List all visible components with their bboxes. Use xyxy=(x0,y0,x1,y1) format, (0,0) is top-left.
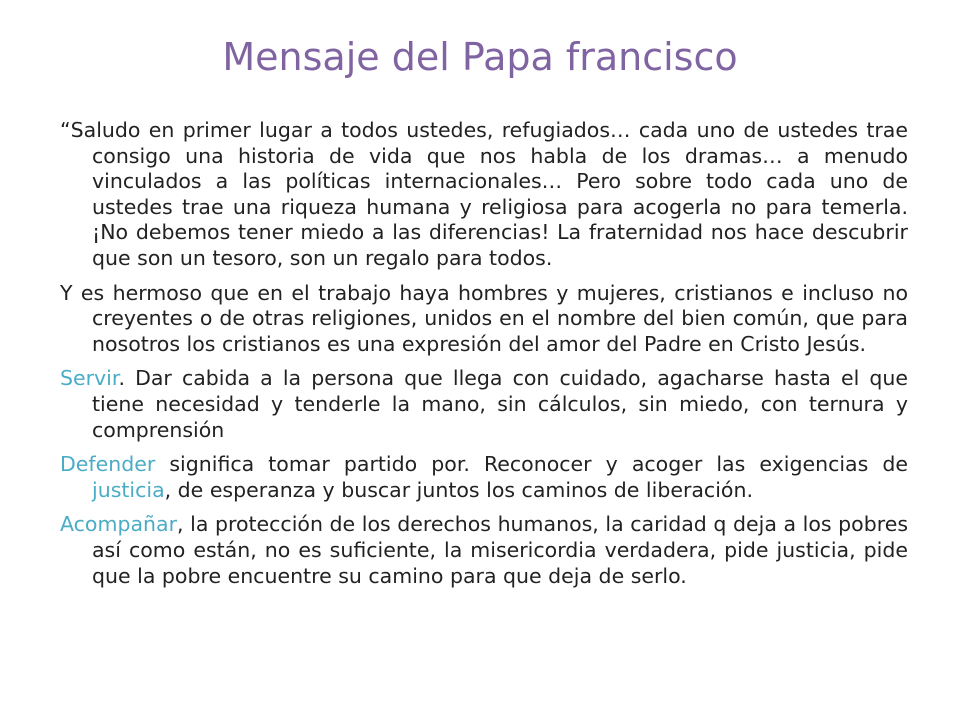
paragraph-acompanar-text: , la protección de los derechos humanos, la caridad q deja a los pobres así como están, no es suficiente, la misericordia verdadera, pide justicia, pide que la pobre encuentre su camino para que deja de serlo. xyxy=(92,512,908,588)
keyword-justicia: justicia xyxy=(92,477,165,502)
paragraph-saludo: “Saludo en primer lugar a todos ustedes, refugiados… cada uno de ustedes trae consigo una historia de vida que nos habla de los dramas… a menudo vinculados a las políticas internacionales… Pero sobre todo cada uno de ustedes trae una riqueza humana y religiosa para acogerla no para temerla. ¡No debemos tener miedo a las diferencias! La fraternidad nos hace descubrir que son un tesoro, son un regalo para todos. xyxy=(60,118,908,270)
paragraph-acompanar xyxy=(60,512,908,589)
paragraph-defender xyxy=(60,452,908,503)
keyword-defender: Defender xyxy=(60,452,156,477)
keyword-acompanar: Acompañar xyxy=(60,512,178,537)
slide-body xyxy=(60,118,908,598)
paragraph-servir-text: . Dar cabida a la persona que llega con cuidado, agacharse hasta el que tiene necesidad y tenderle la mano, sin cálculos, sin miedo, con ternura y comprensión xyxy=(92,366,908,442)
paragraph-defender-text: significa tomar partido por. Reconocer y acoger las exigencias de xyxy=(155,452,908,477)
paragraph-defender-text-end: , de esperanza y buscar juntos los caminos de liberación. xyxy=(164,477,753,502)
slide-title: Mensaje del Papa francisco xyxy=(222,35,738,79)
paragraph-servir xyxy=(60,366,908,443)
keyword-servir: Servir xyxy=(60,366,119,391)
paragraph-trabajo: Y es hermoso que en el trabajo haya hombres y mujeres, cristianos e incluso no creyentes o de otras religiones, unidos en el nombre del bien común, que para nosotros los cristianos es una expresión del amor del Padre en Cristo Jesús. xyxy=(60,280,908,356)
